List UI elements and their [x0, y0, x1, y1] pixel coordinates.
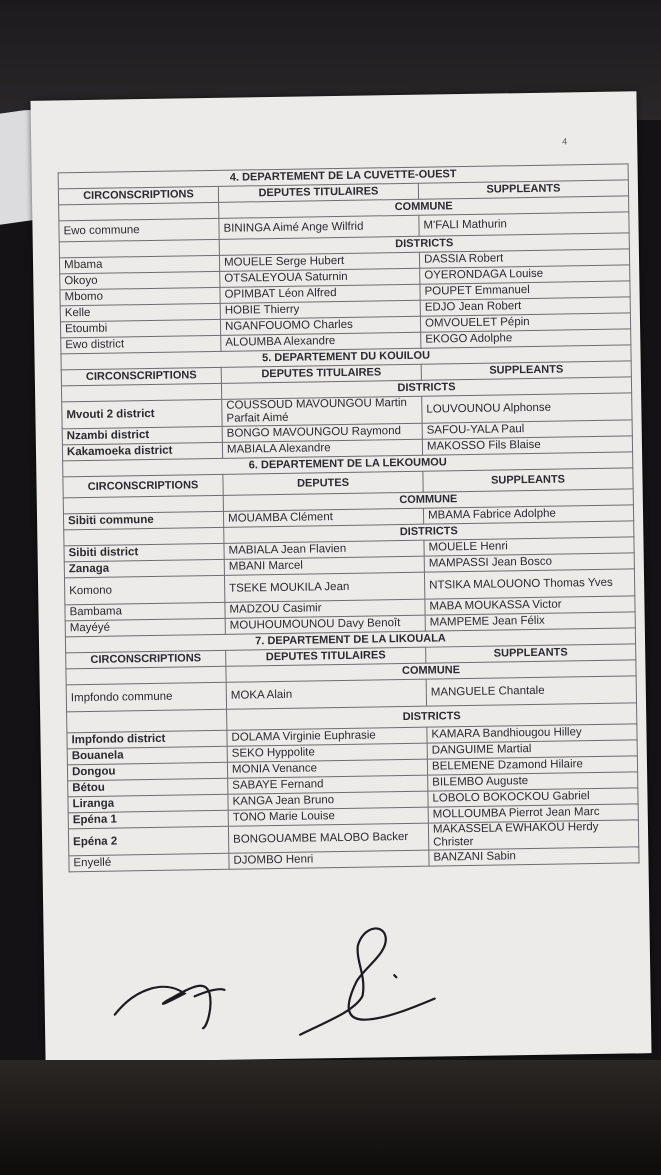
- circ-cell: Dongou: [67, 762, 227, 781]
- titulaire-cell: NGANFOUOMO Charles: [220, 316, 420, 335]
- titulaire-cell: MONIA Venance: [227, 759, 427, 778]
- titulaire-cell: COUSSOUD MAVOUNGOU Martin Parfait Aimé: [222, 396, 422, 426]
- suppleant-cell: MOLLOUMBA Pierrot Jean Marc: [428, 804, 638, 823]
- suppleant-cell: BELEMENE Dzamond Hilaire: [427, 756, 637, 775]
- col-header-suppleants: SUPPLEANTS: [426, 644, 636, 663]
- titulaire-cell: OPIMBAT Léon Alfred: [220, 284, 420, 303]
- suppleant-cell: EDJO Jean Robert: [420, 297, 630, 316]
- suppleant-cell: DANGUIME Martial: [427, 740, 637, 759]
- col-header-circ: CIRCONSCRIPTIONS: [66, 650, 226, 669]
- suppleant-cell: MOUELE Henri: [424, 537, 634, 556]
- col-header-circ: CIRCONSCRIPTIONS: [63, 474, 223, 498]
- titulaire-cell: MABIALA Jean Flavien: [224, 540, 424, 559]
- suppleant-cell: MAKASSELA EWHAKOU Herdy Christer: [428, 820, 638, 850]
- suppleant-cell: NTSIKA MALOUONO Thomas Yves: [424, 569, 634, 599]
- suppleant-cell: MANGUELE Chantale: [426, 676, 636, 706]
- circ-cell: Mbama: [59, 255, 219, 274]
- districts-label: DISTRICTS: [221, 377, 631, 399]
- col-header-suppleants: SUPPLEANTS: [421, 361, 631, 380]
- circ-cell: Impfondo district: [67, 730, 227, 749]
- circ-cell: Epéna 2: [68, 826, 228, 856]
- col-header-titulaires: DEPUTES TITULAIRES: [221, 364, 421, 383]
- suppleant-cell: M'FALI Mathurin: [419, 212, 629, 236]
- circ-cell: Mbomo: [60, 287, 220, 306]
- titulaire-cell: MABIALA Alexandre: [222, 439, 422, 458]
- circ-cell: Kakamoeka district: [62, 442, 222, 461]
- circ-cell: Impfondo commune: [66, 682, 226, 712]
- circ-cell: Sibiti district: [64, 543, 224, 562]
- districts-label: DISTRICTS: [219, 233, 629, 255]
- col-header-deputes: DEPUTES: [223, 471, 423, 495]
- titulaire-cell: BININGA Aimé Ange Wilfrid: [219, 215, 419, 239]
- titulaire-cell: MADZOU Casimir: [225, 599, 425, 618]
- suppleant-cell: SAFOU-YALA Paul: [422, 420, 632, 439]
- districts-label: DISTRICTS: [227, 703, 637, 730]
- titulaire-cell: KANGA Jean Bruno: [228, 791, 428, 810]
- suppleant-cell: DASSIA Robert: [419, 249, 629, 268]
- col-header-titulaires: DEPUTES TITULAIRES: [226, 647, 426, 666]
- signature-left: [114, 985, 225, 1029]
- titulaire-cell: TONO Marie Louise: [228, 807, 428, 826]
- circ-cell: Bétou: [68, 778, 228, 797]
- circ-cell: Enyellé: [69, 853, 229, 872]
- circ-cell: Okoyo: [60, 271, 220, 290]
- circ-cell: Liranga: [68, 794, 228, 813]
- signatures: [93, 914, 455, 1040]
- deputies-table: [58, 163, 640, 872]
- section-title: 4. DEPARTEMENT DE LA CUVETTE-OUEST: [58, 164, 628, 189]
- commune-label: COMMUNE: [219, 196, 629, 218]
- col-header-suppleants: SUPPLEANTS: [423, 468, 633, 492]
- circ-cell: Bouanela: [67, 746, 227, 765]
- circ-cell: Ewo district: [61, 335, 221, 354]
- suppleant-cell: LOUVOUNOU Alphonse: [422, 393, 632, 423]
- titulaire-cell: MOUAMBA Clément: [223, 508, 423, 527]
- suppleant-cell: MAMPEME Jean Félix: [425, 612, 635, 631]
- section-title: 7. DEPARTEMENT DE LA LIKOUALA: [65, 628, 635, 653]
- titulaire-cell: BONGOUAMBE MALOBO Backer: [228, 823, 428, 853]
- suppleant-cell: LOBOLO BOKOCKOU Gabriel: [428, 788, 638, 807]
- commune-label: COMMUNE: [226, 660, 636, 682]
- suppleant-cell: OMVOUELET Pépin: [420, 313, 630, 332]
- circ-cell: Zanaga: [64, 559, 224, 578]
- circ-cell: Bambama: [65, 602, 225, 621]
- suppleant-cell: EKOGO Adolphe: [421, 329, 631, 348]
- col-header-circ: CIRCONSCRIPTIONS: [61, 367, 221, 386]
- suppleant-cell: MAMPASSI Jean Bosco: [424, 553, 634, 572]
- section-title: 6. DEPARTEMENT DE LA LEKOUMOU: [63, 452, 633, 477]
- suppleant-cell: POUPET Emmanuel: [420, 281, 630, 300]
- col-header-circ: CIRCONSCRIPTIONS: [58, 186, 218, 205]
- circ-cell: Etoumbi: [60, 319, 220, 338]
- titulaire-cell: OTSALEYOUA Saturnin: [220, 268, 420, 287]
- floor: [0, 1060, 661, 1175]
- circ-cell: Sibiti commune: [63, 511, 223, 530]
- circ-cell: Nzambi district: [62, 426, 222, 445]
- districts-label: DISTRICTS: [224, 521, 634, 543]
- suppleant-cell: BILEMBO Auguste: [428, 772, 638, 791]
- signature-right: [299, 928, 436, 1035]
- titulaire-cell: MOUHOUMOUNOU Davy Benoît: [225, 615, 425, 634]
- circ-cell: Komono: [64, 575, 224, 605]
- commune-label: COMMUNE: [223, 489, 633, 511]
- document-page: [30, 91, 651, 1062]
- col-header-suppleants: SUPPLEANTS: [418, 180, 628, 199]
- suppleant-cell: KAMARA Bandhiougou Hilley: [427, 724, 637, 743]
- section-title: 5. DEPARTEMENT DU KOUILOU: [61, 345, 631, 370]
- titulaire-cell: SEKO Hyppolite: [227, 743, 427, 762]
- titulaire-cell: MOKA Alain: [226, 679, 426, 709]
- circ-cell: Kelle: [60, 303, 220, 322]
- titulaire-cell: DOLAMA Virginie Euphrasie: [227, 727, 427, 746]
- circ-cell: Mayéyé: [65, 618, 225, 637]
- titulaire-cell: MOUELE Serge Hubert: [219, 252, 419, 271]
- titulaire-cell: DJOMBO Henri: [229, 850, 429, 869]
- suppleant-cell: MABA MOUKASSA Victor: [425, 596, 635, 615]
- titulaire-cell: ALOUMBA Alexandre: [221, 332, 421, 351]
- titulaire-cell: HOBIE Thierry: [220, 300, 420, 319]
- titulaire-cell: MBANI Marcel: [224, 556, 424, 575]
- circ-cell: Epéna 1: [68, 810, 228, 829]
- suppleant-cell: BANZANI Sabin: [429, 847, 639, 866]
- titulaire-cell: BONGO MAVOUNGOU Raymond: [222, 423, 422, 442]
- suppleant-cell: MAKOSSO Fils Blaise: [422, 436, 632, 455]
- circ-cell: Ewo commune: [59, 218, 219, 242]
- titulaire-cell: TSEKE MOUKILA Jean: [224, 572, 424, 602]
- suppleant-cell: OYERONDAGA Louise: [420, 265, 630, 284]
- suppleant-cell: MBAMA Fabrice Adolphe: [423, 505, 633, 524]
- circ-cell: Mvouti 2 district: [62, 399, 222, 429]
- page-number: 4: [562, 136, 568, 147]
- col-header-titulaires: DEPUTES TITULAIRES: [218, 183, 418, 202]
- titulaire-cell: SABAYE Fernand: [228, 775, 428, 794]
